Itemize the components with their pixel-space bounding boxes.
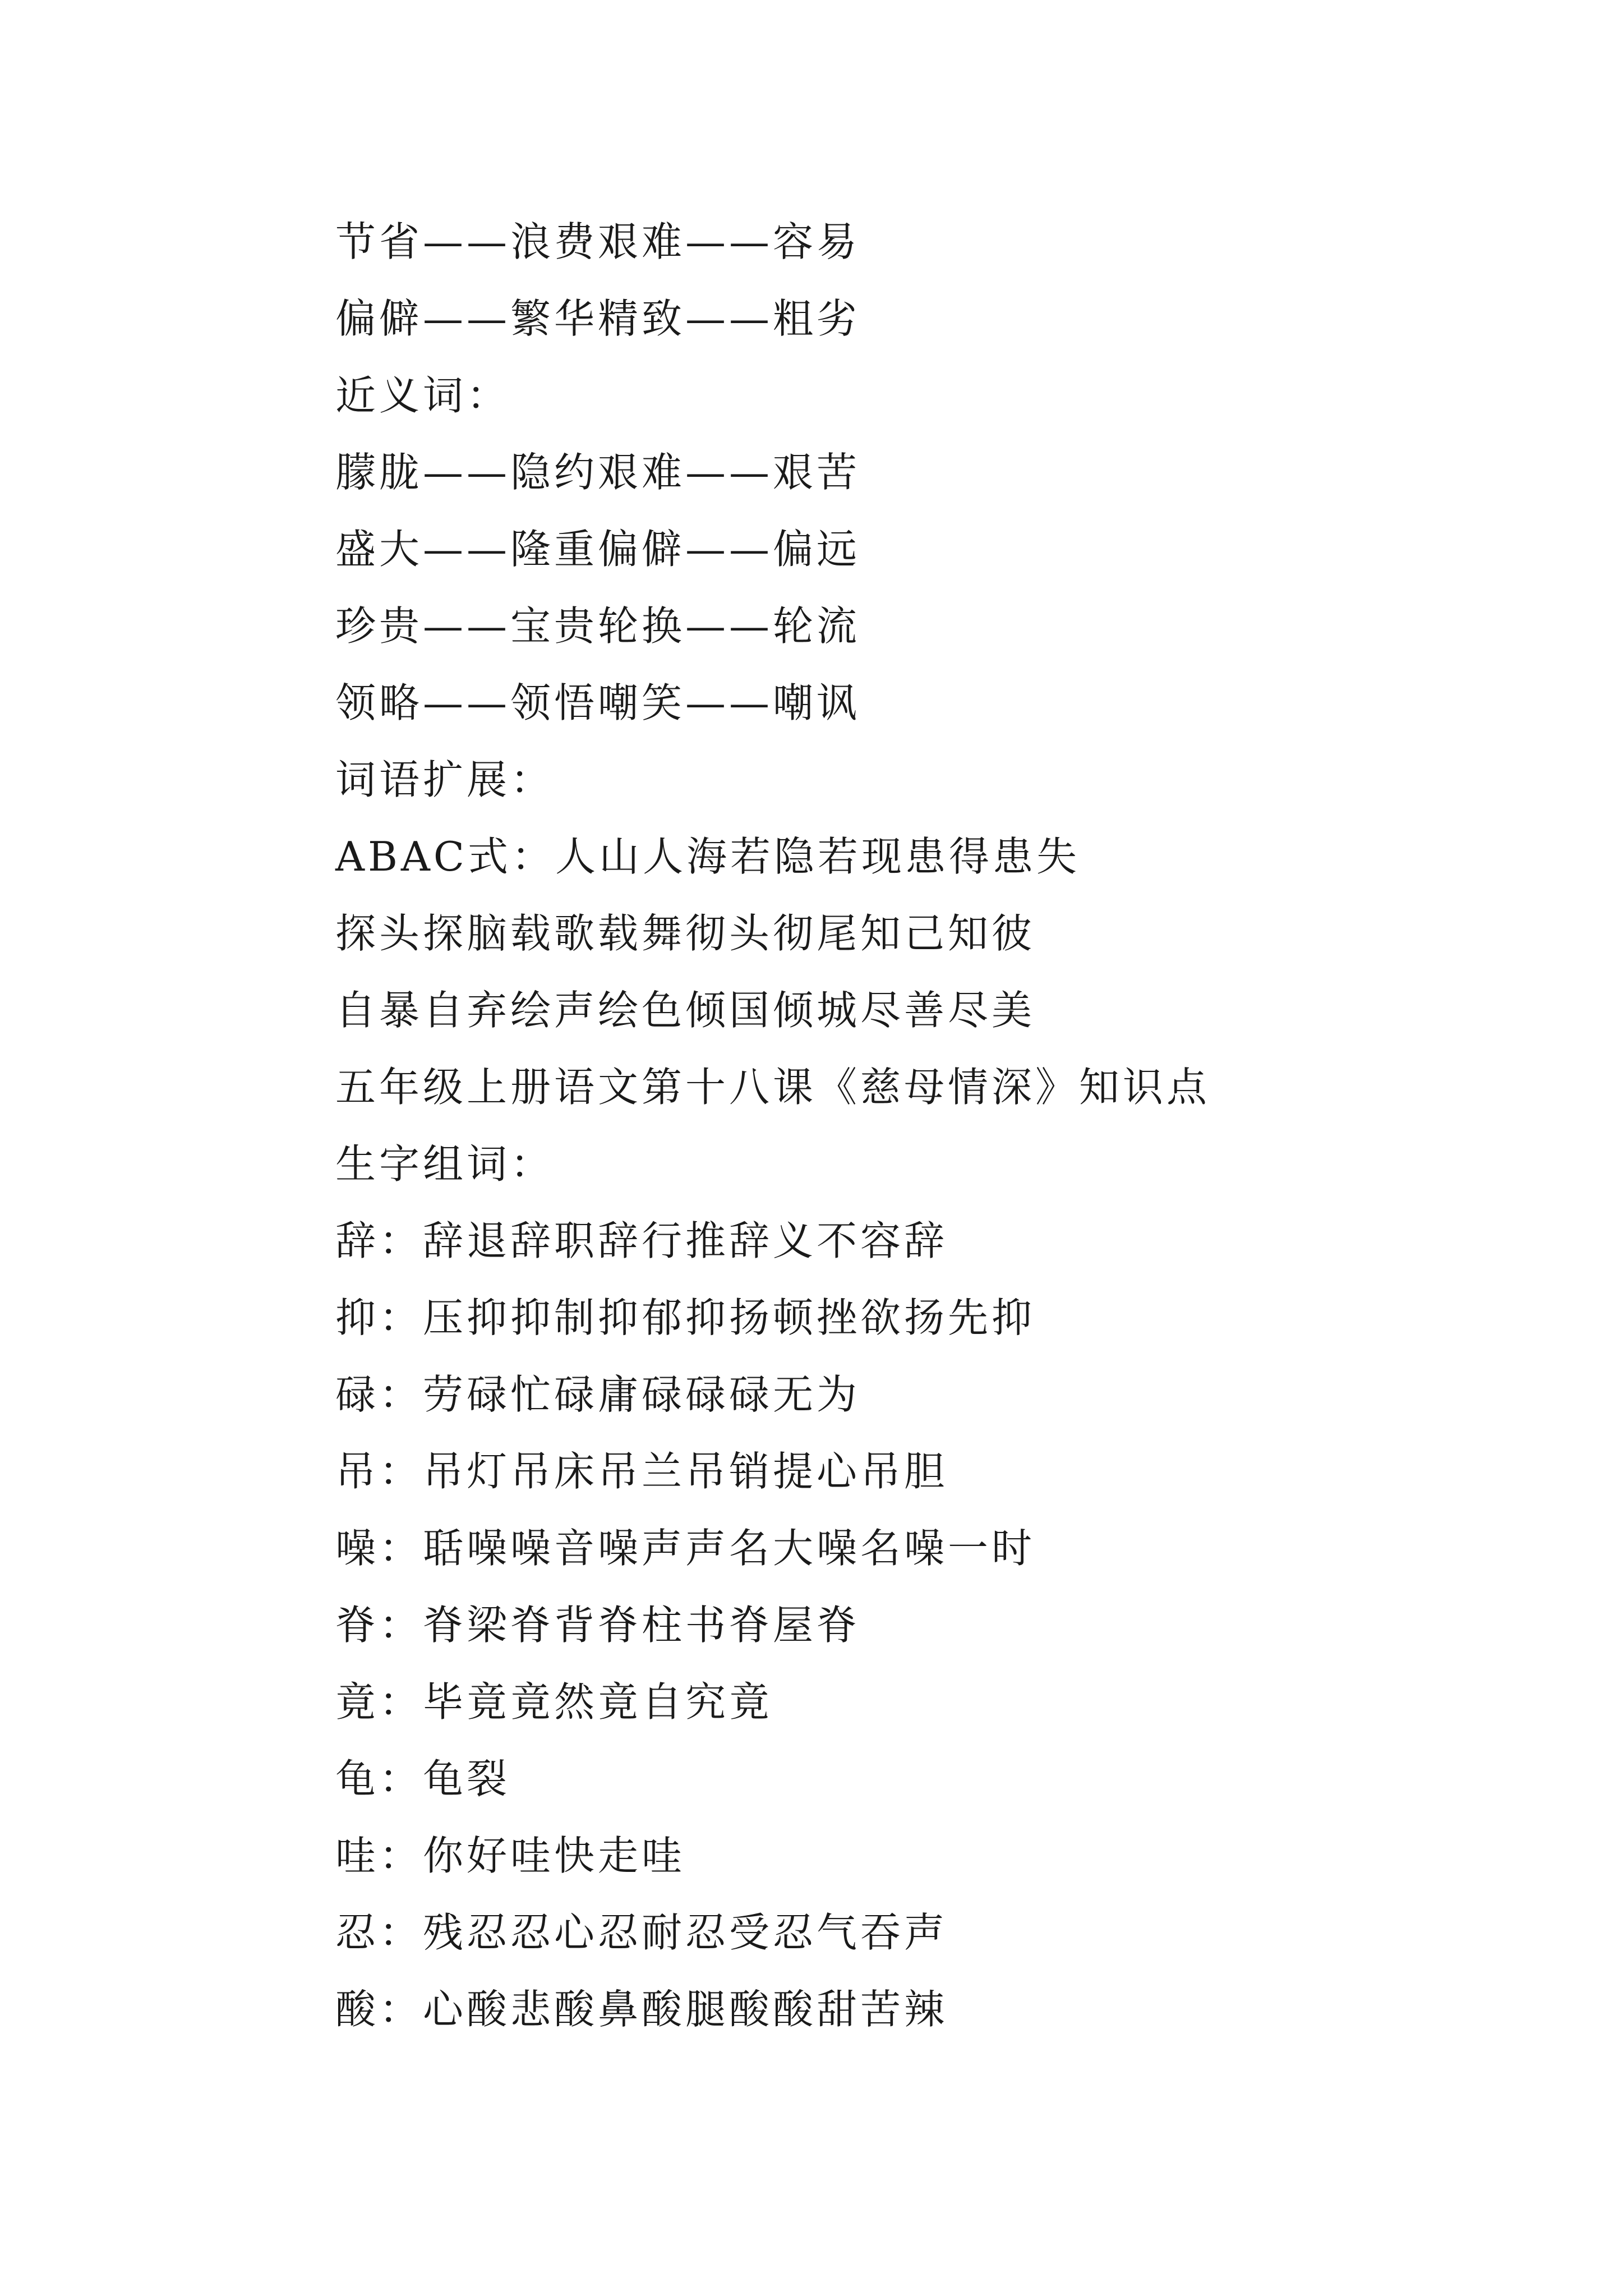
antonym-line-2: 偏僻——繁华精致——粗劣 — [335, 295, 861, 342]
character-entry-jing: 竟：毕竟竟然竟自究竟 — [335, 1678, 773, 1726]
character-entry-wa: 哇：你好哇快走哇 — [335, 1832, 686, 1879]
character-entry-lu: 碌：劳碌忙碌庸碌碌碌无为 — [335, 1371, 861, 1418]
lesson-title: 五年级上册语文第十八课《慈母情深》知识点 — [335, 1064, 1211, 1111]
antonym-line-1: 节省——浪费艰难——容易 — [335, 218, 861, 265]
character-entry-diao: 吊：吊灯吊床吊兰吊销提心吊胆 — [335, 1448, 948, 1495]
synonyms-heading: 近义词： — [335, 372, 511, 419]
abac-line-1: ABAC式：人山人海若隐若现患得患失 — [335, 833, 1080, 880]
abac-line-3: 自暴自弃绘声绘色倾国倾城尽善尽美 — [335, 987, 1036, 1034]
synonym-line-1: 朦胧——隐约艰难——艰苦 — [335, 449, 861, 496]
abac-line-2: 探头探脑载歌载舞彻头彻尾知己知彼 — [335, 910, 1036, 957]
word-expansion-heading: 词语扩展： — [335, 756, 555, 803]
synonym-line-2: 盛大——隆重偏僻——偏远 — [335, 526, 861, 573]
character-entry-ci: 辞：辞退辞职辞行推辞义不容辞 — [335, 1217, 948, 1264]
character-entry-ji: 脊：脊梁脊背脊柱书脊屋脊 — [335, 1602, 861, 1649]
character-entry-ren: 忍：残忍忍心忍耐忍受忍气吞声 — [335, 1909, 948, 1956]
synonym-line-4: 领略——领悟嘲笑——嘲讽 — [335, 679, 861, 726]
new-characters-heading: 生字组词： — [335, 1140, 555, 1188]
character-entry-zao: 噪：聒噪噪音噪声声名大噪名噪一时 — [335, 1525, 1036, 1572]
document-body — [335, 204, 1457, 2048]
synonym-line-3: 珍贵——宝贵轮换——轮流 — [335, 602, 861, 650]
character-entry-suan: 酸：心酸悲酸鼻酸腿酸酸甜苦辣 — [335, 1986, 948, 2033]
character-entry-gui: 龟：龟裂 — [335, 1755, 511, 1802]
character-entry-yi: 抑：压抑抑制抑郁抑扬顿挫欲扬先抑 — [335, 1294, 1036, 1341]
